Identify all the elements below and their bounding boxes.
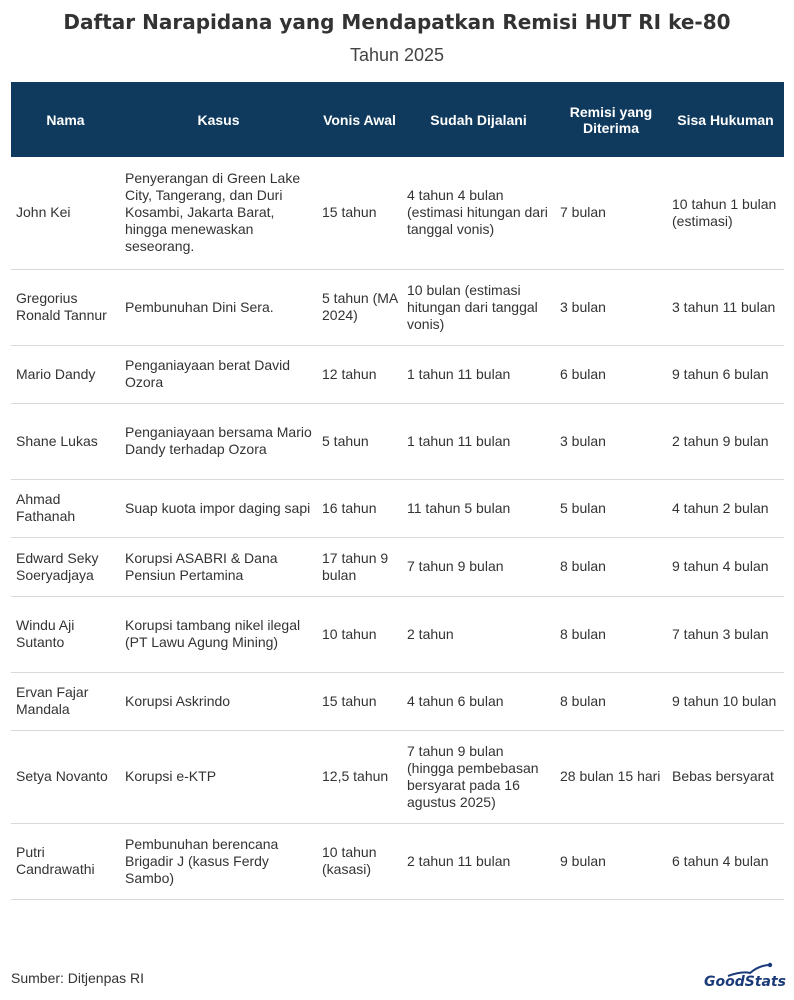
- cell-sisa-hukuman: 4 tahun 2 bulan: [667, 479, 784, 537]
- cell-sudah-dijalani: 4 tahun 6 bulan: [402, 672, 555, 730]
- cell-sisa-hukuman: 2 tahun 9 bulan: [667, 403, 784, 479]
- cell-sudah-dijalani: 4 tahun 4 bulan (estimasi hitungan dari tanggal vonis): [402, 157, 555, 269]
- cell-vonis-awal: 15 tahun: [317, 672, 402, 730]
- table-row: [11, 403, 784, 479]
- cell-remisi: 8 bulan: [555, 537, 667, 596]
- cell-remisi: 9 bulan: [555, 823, 667, 899]
- table-row: [11, 345, 784, 403]
- header-kasus: Kasus: [120, 82, 317, 157]
- cell-remisi: 5 bulan: [555, 479, 667, 537]
- cell-vonis-awal: 15 tahun: [317, 157, 402, 269]
- chart-subtitle: Tahun 2025: [349, 45, 445, 65]
- cell-vonis-awal: 10 tahun (kasasi): [317, 823, 402, 899]
- cell-nama: Putri Candrawathi: [11, 823, 120, 899]
- cell-sisa-hukuman: 6 tahun 4 bulan: [667, 823, 784, 899]
- cell-sisa-hukuman: Bebas bersyarat: [667, 730, 784, 823]
- cell-sudah-dijalani: 2 tahun 11 bulan: [402, 823, 555, 899]
- logo-wordmark: GoodStats: [704, 974, 786, 990]
- cell-sisa-hukuman: 10 tahun 1 bulan (estimasi): [667, 157, 784, 269]
- cell-remisi: 3 bulan: [555, 269, 667, 345]
- cell-sudah-dijalani: 7 tahun 9 bulan: [402, 537, 555, 596]
- cell-vonis-awal: 10 tahun: [317, 596, 402, 672]
- cell-sisa-hukuman: 9 tahun 4 bulan: [667, 537, 784, 596]
- cell-remisi: 8 bulan: [555, 596, 667, 672]
- cell-nama: Ervan Fajar Mandala: [11, 672, 120, 730]
- table-row: [11, 672, 784, 730]
- chart-title: Daftar Narapidana yang Mendapatkan Remisi HUT RI ke-80: [63, 10, 731, 34]
- cell-sudah-dijalani: 1 tahun 11 bulan: [402, 345, 555, 403]
- header-nama: Nama: [11, 82, 120, 157]
- cell-sudah-dijalani: 1 tahun 11 bulan: [402, 403, 555, 479]
- source-note: Sumber: Ditjenpas RI: [11, 970, 145, 986]
- cell-remisi: 28 bulan 15 hari: [555, 730, 667, 823]
- cell-vonis-awal: 5 tahun (MA 2024): [317, 269, 402, 345]
- table-row: [11, 537, 784, 596]
- logo-dot: [768, 963, 772, 967]
- cell-nama: Edward Seky Soeryadjaya: [11, 537, 120, 596]
- cell-nama: John Kei: [11, 157, 120, 269]
- cell-vonis-awal: 5 tahun: [317, 403, 402, 479]
- cell-remisi: 6 bulan: [555, 345, 667, 403]
- cell-kasus: Korupsi ASABRI & Dana Pensiun Pertamina: [120, 537, 317, 596]
- header-sisa-hukuman: Sisa Hukuman: [667, 82, 784, 157]
- cell-sisa-hukuman: 7 tahun 3 bulan: [667, 596, 784, 672]
- cell-kasus: Penyerangan di Green Lake City, Tangerang, dan Duri Kosambi, Jakarta Barat, hingga menewaskan seseorang.: [120, 157, 317, 269]
- cell-sudah-dijalani: 11 tahun 5 bulan: [402, 479, 555, 537]
- header-remisi: Remisi yang Diterima: [555, 82, 667, 157]
- cell-kasus: Penganiayaan berat David Ozora: [120, 345, 317, 403]
- header-vonis-awal: Vonis Awal: [317, 82, 402, 157]
- cell-vonis-awal: 12,5 tahun: [317, 730, 402, 823]
- cell-remisi: 3 bulan: [555, 403, 667, 479]
- cell-kasus: Suap kuota impor daging sapi: [120, 479, 317, 537]
- cell-kasus: Korupsi tambang nikel ilegal (PT Lawu Agung Mining): [120, 596, 317, 672]
- cell-nama: Shane Lukas: [11, 403, 120, 479]
- cell-vonis-awal: 12 tahun: [317, 345, 402, 403]
- cell-kasus: Penganiayaan bersama Mario Dandy terhadap Ozora: [120, 403, 317, 479]
- cell-kasus: Pembunuhan berencana Brigadir J (kasus Ferdy Sambo): [120, 823, 317, 899]
- cell-remisi: 8 bulan: [555, 672, 667, 730]
- cell-nama: Gregorius Ronald Tannur: [11, 269, 120, 345]
- remission-table: [11, 82, 784, 900]
- cell-nama: Setya Novanto: [11, 730, 120, 823]
- table-header-row: [11, 82, 784, 157]
- cell-sisa-hukuman: 9 tahun 6 bulan: [667, 345, 784, 403]
- cell-nama: Ahmad Fathanah: [11, 479, 120, 537]
- table-row: [11, 823, 784, 899]
- cell-sudah-dijalani: 2 tahun: [402, 596, 555, 672]
- table-row: [11, 596, 784, 672]
- table-row: [11, 479, 784, 537]
- cell-kasus: Pembunuhan Dini Sera.: [120, 269, 317, 345]
- table-row: [11, 269, 784, 345]
- cell-remisi: 7 bulan: [555, 157, 667, 269]
- cell-vonis-awal: 17 tahun 9 bulan: [317, 537, 402, 596]
- cell-vonis-awal: 16 tahun: [317, 479, 402, 537]
- header-sudah-dijalani: Sudah Dijalani: [402, 82, 555, 157]
- cell-nama: Mario Dandy: [11, 345, 120, 403]
- table-row: [11, 730, 784, 823]
- cell-sisa-hukuman: 3 tahun 11 bulan: [667, 269, 784, 345]
- table-row: [11, 157, 784, 269]
- cell-sudah-dijalani: 10 bulan (estimasi hitungan dari tanggal vonis): [402, 269, 555, 345]
- cell-sisa-hukuman: 9 tahun 10 bulan: [667, 672, 784, 730]
- cell-kasus: Korupsi e-KTP: [120, 730, 317, 823]
- cell-sudah-dijalani: 7 tahun 9 bulan (hingga pembebasan bersyarat pada 16 agustus 2025): [402, 730, 555, 823]
- goodstats-logo: [704, 962, 786, 992]
- cell-kasus: Korupsi Askrindo: [120, 672, 317, 730]
- cell-nama: Windu Aji Sutanto: [11, 596, 120, 672]
